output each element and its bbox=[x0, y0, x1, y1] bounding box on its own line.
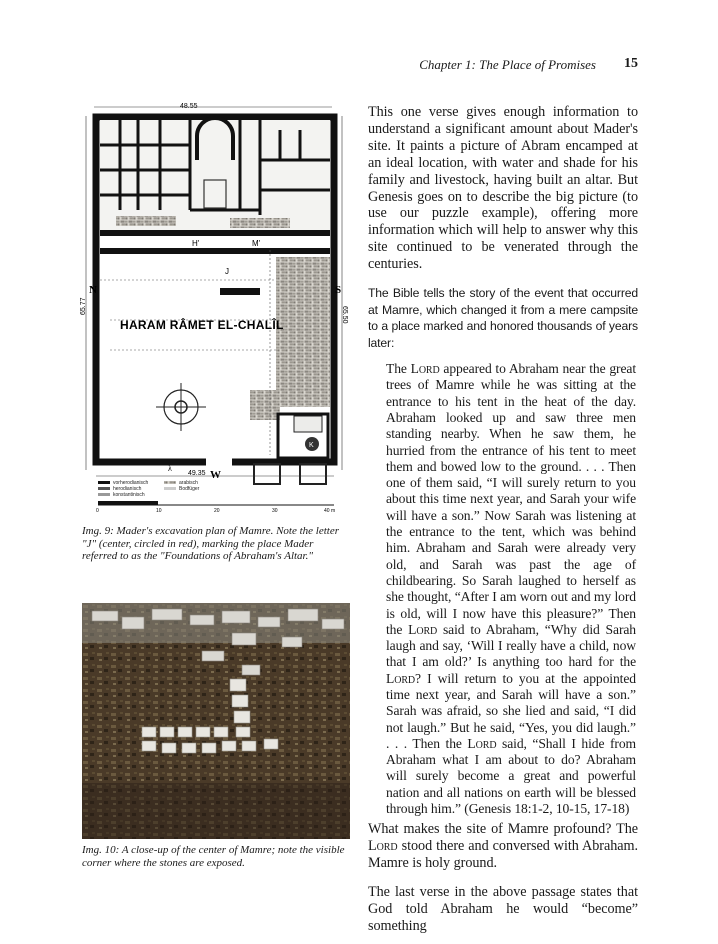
legend-5: Bodfüger bbox=[179, 486, 200, 492]
label-n: N bbox=[89, 284, 97, 296]
quote-part: The bbox=[386, 361, 411, 377]
lord-smallcaps: Lord bbox=[386, 670, 416, 686]
p3-part: stood there and conversed with Abraham. Mamre is holy ground. bbox=[368, 838, 638, 872]
paragraph-3 bbox=[368, 821, 638, 872]
lord-smallcaps: Lord bbox=[368, 838, 398, 855]
bottom-dimension: 49.35 bbox=[188, 470, 206, 477]
label-w: W bbox=[210, 469, 221, 481]
left-dimension: 65.77 bbox=[80, 297, 87, 315]
chapter-title: Chapter 1: The Place of Promises bbox=[419, 57, 596, 72]
lord-smallcaps: Lord bbox=[410, 361, 440, 377]
scale-30: 30 bbox=[272, 508, 278, 514]
label-j: J bbox=[225, 267, 229, 276]
top-dimension: 48.55 bbox=[180, 103, 198, 110]
scripture-quote bbox=[386, 361, 636, 817]
quote-part: said to Abraham, “Why did Sarah laugh and say, ‘Will I really have a child, now that I am old?’ Is anything too hard for the bbox=[386, 621, 637, 670]
label-h: H' bbox=[192, 239, 200, 248]
legend-4: arabisch bbox=[179, 480, 198, 486]
label-s: S bbox=[335, 284, 342, 296]
figure2-caption: Img. 10: A close-up of the center of Mamre; note the visible corner where the stones are exposed. bbox=[82, 844, 345, 869]
label-m: M' bbox=[252, 239, 261, 248]
quote-part: appeared to Abraham near the great trees of Mamre while he was sitting at the entrance to his tent in the heat of the day. Abraham looked up and saw three men standing nearby. When he saw them, he hurried from the entrance of his tent to meet them and bowed low to the ground. . . . Then one of them said, “I will surely return to you about this time next year, and Sarah your wife will have a son.” Now Sarah was listening at the entrance to the tent, which was behind him. Abraham and Sarah were already very old, and Sarah was past the age of childbearing. So Sarah laughed to herself as she thought, “After I am worn out and my lord is old, will I now have this pleasure?” Then the bbox=[386, 361, 636, 637]
paragraph-2: The Bible tells the story of the event that occurred at Mamre, which changed it from a mere campsite to a place marked and honored thousands of years later: bbox=[368, 286, 638, 350]
legend-3: konstantinisch bbox=[113, 492, 145, 498]
label-k: K bbox=[309, 442, 314, 449]
quote-part: ? I will return to you at the appointed time next year, and Sarah will have a son.” Sarah was afraid, so she lied and said, “I did not laugh.” But he said, “Yes, you did laugh.” . . . Then the bbox=[386, 670, 636, 751]
scale-10: 10 bbox=[156, 508, 162, 514]
legend-2: herodianisch bbox=[113, 486, 142, 492]
plan-title: HARAM RÂMET EL-CHALÎL bbox=[120, 318, 284, 332]
scale-40: 40 m bbox=[324, 508, 336, 514]
lord-smallcaps: Lord bbox=[408, 621, 438, 637]
excavation-plan-figure bbox=[80, 100, 350, 514]
paragraph-4: The last verse in the above passage states that God told Abraham he would “become” something bbox=[368, 884, 638, 934]
running-header bbox=[380, 54, 642, 74]
scale-0: 0 bbox=[96, 508, 99, 514]
paragraph-1: This one verse gives enough information to understand a significant amount about Mader's site. It paints a picture of Abram encamped at an ideal location, with water and shade for his family and livestock, having built an altar. But Genesis goes on to describe the big picture (to use our puzzle example), offering more information which will help to answer why this site continued to be venerated through the centuries. bbox=[368, 104, 638, 273]
legend-1: vorherodianisch bbox=[113, 480, 149, 486]
scale-20: 20 bbox=[214, 508, 220, 514]
body-text-column bbox=[368, 104, 638, 935]
quote-part: said, “Shall I hide from Abraham what I am about to do? Abraham will surely become a great and powerful nation and all nations on earth will be blessed through him.” (Genesis 18:1-2, 10-15, 17-18) bbox=[386, 735, 637, 817]
figure1-caption: Img. 9: Mader's excavation plan of Mamre. Note the letter "J" (center, circled in red), marking the place Mader referred to as the "Foundations of Abraham's Altar." bbox=[82, 525, 340, 562]
label-lambda: λ bbox=[168, 464, 172, 473]
lord-smallcaps: Lord bbox=[467, 735, 497, 751]
page-number: 15 bbox=[624, 56, 638, 71]
mamre-closeup-photo bbox=[82, 603, 350, 839]
p3-part: What makes the site of Mamre profound? The bbox=[368, 821, 638, 838]
right-dimension: 65.50 bbox=[341, 306, 348, 324]
